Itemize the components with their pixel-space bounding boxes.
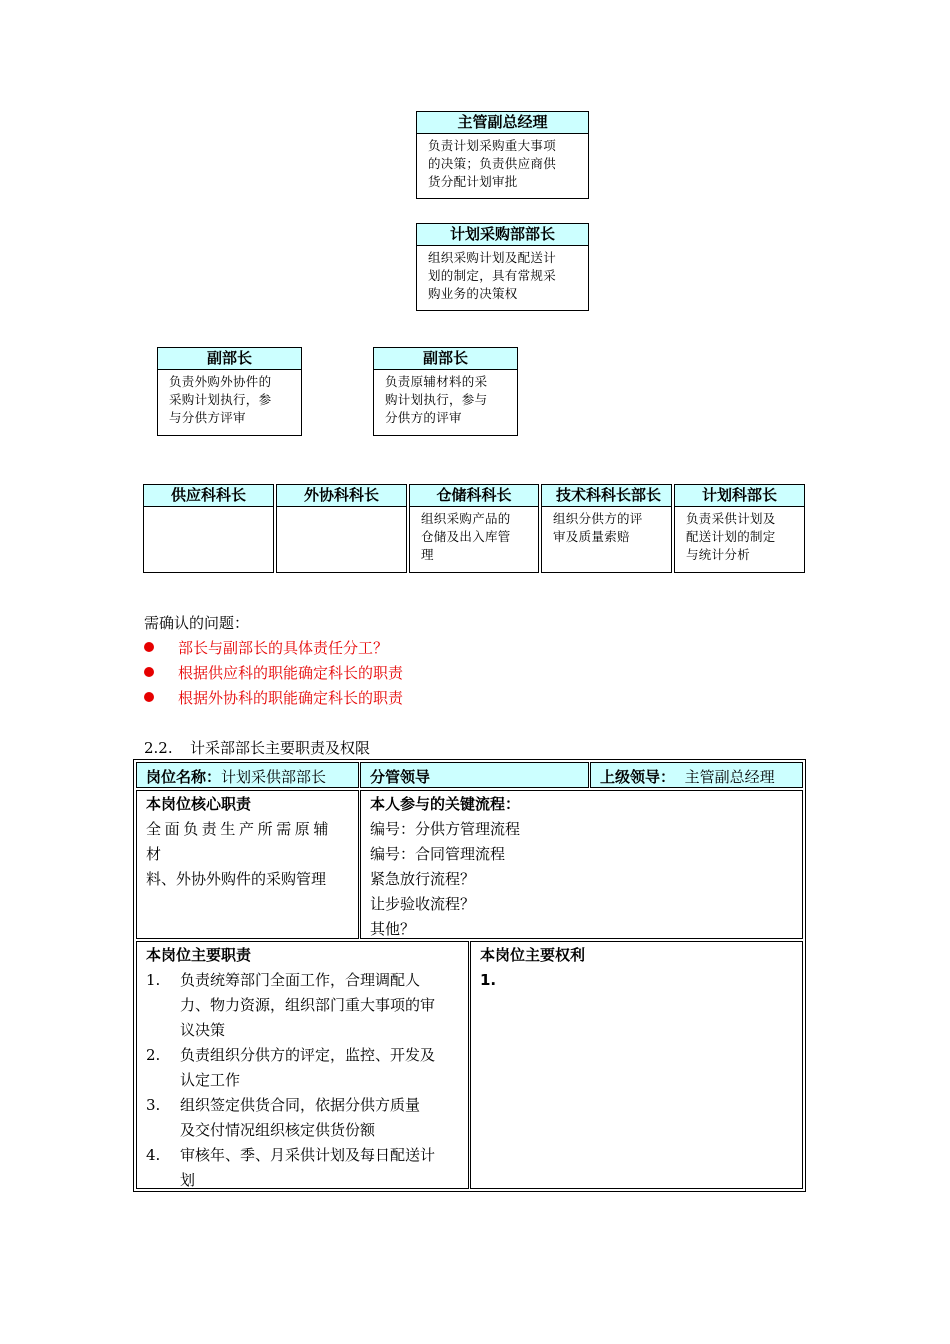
org-box-desc: 负责计划采购重大事项 的决策；负责供应商供 货分配计划审批: [428, 138, 557, 189]
main-rights-title: 本岗位主要权利: [480, 946, 586, 964]
issue-item: 根据外协科的职能确定科长的职责: [144, 687, 403, 708]
process-item: 编号：分供方管理流程: [370, 820, 521, 838]
org-box-tech-chief: [541, 484, 672, 573]
org-box-title: 副部长: [374, 348, 517, 370]
bullet-icon: [144, 667, 154, 677]
org-box-deputy-1: [157, 347, 302, 436]
bullet-icon: [144, 642, 154, 652]
org-box-title: 供应科科长: [144, 485, 273, 507]
charge-leader-cell: 分管领导: [360, 762, 589, 788]
core-duty-cell: 本岗位核心职责 全面负责生产所需原辅材 料、外协外购件的采购管理: [136, 790, 359, 939]
section-heading: [144, 737, 370, 758]
org-box-desc: 负责外购外协件的 采购计划执行，参 与分供方评审: [169, 374, 272, 425]
core-duty-title: 本岗位核心职责: [146, 795, 252, 813]
duty-item: 2. 负责组织分供方的评定，监控、开发及 认定工作: [146, 1046, 436, 1089]
rights-item: 1.: [480, 971, 497, 989]
post-name-cell: 岗位名称：计划采供部部长: [136, 762, 359, 788]
org-box-title: 计划科部长: [675, 485, 804, 507]
process-item: 紧急放行流程？: [370, 870, 476, 888]
org-box-title: 副部长: [158, 348, 301, 370]
bullet-icon: [144, 692, 154, 702]
org-box-plan-chief: [674, 484, 805, 573]
section-title: 计采部部长主要职责及权限: [190, 739, 371, 757]
org-box-director: [416, 223, 589, 311]
issue-item: 部长与副部长的具体责任分工？: [144, 637, 388, 658]
duty-item: 4. 审核年、季、月采供计划及每日配送计 划: [146, 1146, 436, 1189]
org-box-deputy-2: [373, 347, 518, 436]
org-box-vp: [416, 111, 589, 199]
org-box-title: 主管副总经理: [417, 112, 588, 134]
process-item: 其他？: [370, 920, 416, 938]
job-table: [133, 759, 806, 1192]
duty-item: 1. 负责统筹部门全面工作，合理调配人 力、物力资源，组织部门重大事项的审 议决策: [146, 971, 436, 1039]
org-box-title: 技术科科长部长: [542, 485, 671, 507]
main-rights-cell: [470, 941, 803, 1189]
org-box-desc: [277, 507, 406, 510]
org-box-supply-chief: [143, 484, 274, 573]
section-number: 2.2.: [144, 739, 173, 757]
org-box-outsourcing-chief: [276, 484, 407, 573]
org-box-warehouse-chief: [409, 484, 539, 573]
org-box-desc: 组织分供方的评 审及质量索赔: [553, 511, 643, 544]
org-box-title: 仓储科科长: [410, 485, 538, 507]
org-box-title: 计划采购部部长: [417, 224, 588, 246]
key-process-title: 本人参与的关键流程：: [370, 795, 521, 813]
issue-item: 根据供应科的职能确定科长的职责: [144, 662, 403, 683]
org-box-desc: [144, 507, 273, 510]
org-box-desc: 负责原辅材料的采 购计划执行，参与 分供方的评审: [385, 374, 488, 425]
duty-item: 3. 组织签定供货合同，依据分供方质量 及交付情况组织核定供货份额: [146, 1096, 421, 1139]
process-item: 让步验收流程？: [370, 895, 476, 913]
issues-title: 需确认的问题：: [144, 614, 250, 632]
org-box-desc: 组织采购计划及配送计 划的制定，具有常规采 购业务的决策权: [428, 250, 557, 301]
main-duties-title: 本岗位主要职责: [146, 946, 252, 964]
key-process-cell: [360, 790, 803, 939]
process-item: 编号：合同管理流程: [370, 845, 506, 863]
org-box-title: 外协科科长: [277, 485, 406, 507]
org-box-desc: 组织采购产品的 仓储及出入库管 理: [421, 511, 511, 562]
org-box-desc: 负责采供计划及 配送计划的制定 与统计分析: [686, 511, 776, 562]
superior-cell: 上级领导： 主管副总经理: [590, 762, 803, 788]
main-duties-cell: [136, 941, 469, 1189]
